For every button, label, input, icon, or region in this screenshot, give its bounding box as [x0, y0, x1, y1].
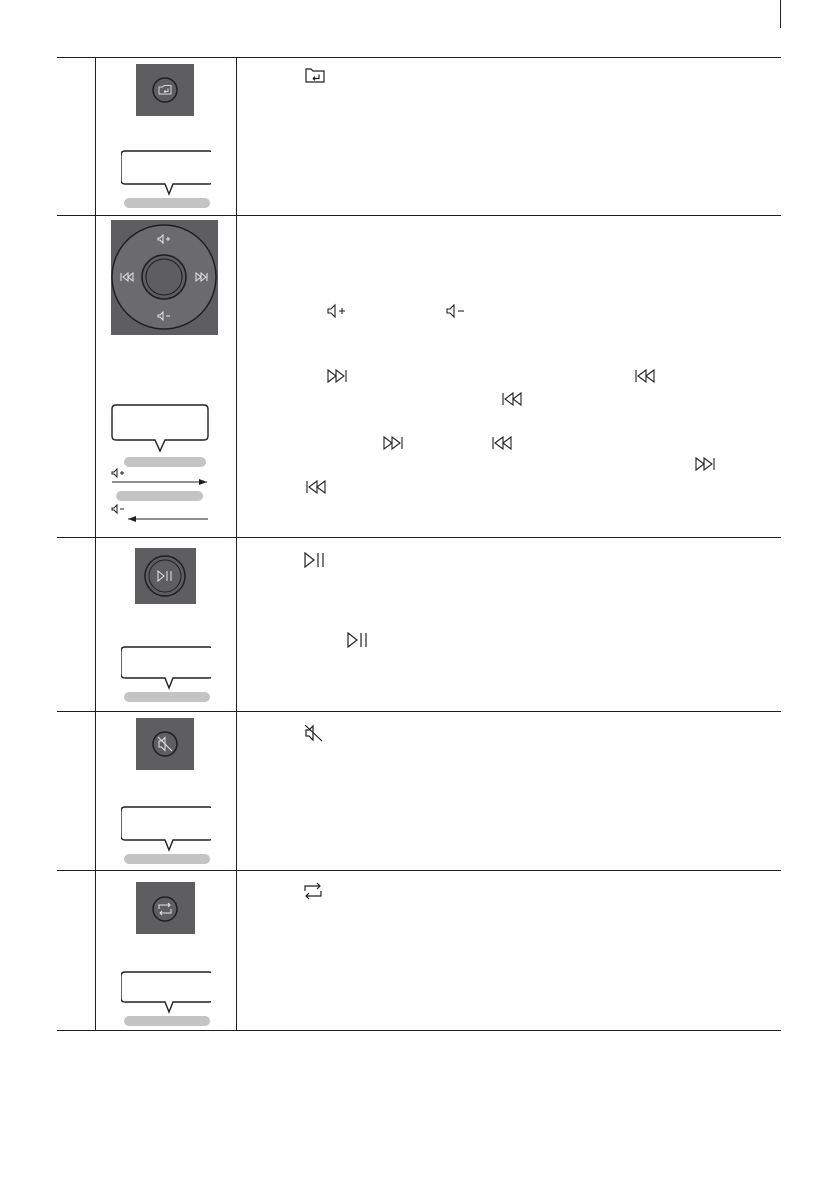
- skip-forward-icon: [383, 436, 405, 450]
- center-button[interactable]: [142, 255, 186, 299]
- skip-forward-icon: [695, 457, 717, 471]
- volume-up-icon: [327, 303, 347, 319]
- skip-back-icon: [491, 436, 513, 450]
- table-row: [57, 537, 781, 711]
- volume-up-icon: [112, 469, 124, 477]
- speech-bubble: [121, 972, 211, 1012]
- volume-down-icon: [446, 303, 466, 319]
- led-strip: [124, 198, 210, 208]
- skip-forward-icon: [327, 369, 349, 383]
- play-pause-icon: [347, 632, 369, 648]
- table-row: [57, 57, 781, 215]
- play-pause-icon: [304, 552, 326, 568]
- led-strip: [124, 457, 206, 467]
- table-row: [57, 711, 781, 870]
- folder-return-icon: [305, 67, 325, 83]
- table-row: [57, 870, 781, 1030]
- led-strip: [124, 692, 210, 702]
- volume-down-icon: [112, 505, 124, 513]
- button-illustration: [121, 876, 211, 1028]
- skip-back-icon: [305, 480, 327, 494]
- skip-back-icon: [634, 369, 656, 383]
- button-illustration: [121, 717, 211, 867]
- led-strip: [124, 1016, 210, 1026]
- speech-bubble: [112, 405, 208, 451]
- led-strip: [116, 491, 203, 501]
- button-illustration: [121, 543, 211, 707]
- table-bottom-rule: [57, 1030, 781, 1031]
- led-strip: [124, 854, 210, 864]
- skip-back-icon: [501, 392, 523, 406]
- volume-up-arrowhead: [199, 479, 207, 485]
- volume-down-arrowhead: [128, 516, 136, 522]
- button-panel: [136, 882, 195, 934]
- crop-mark: [780, 0, 781, 28]
- table-row: [57, 215, 781, 537]
- play-pause-button[interactable]: [145, 556, 185, 596]
- speech-bubble: [121, 151, 211, 194]
- repeat-icon: [303, 882, 323, 900]
- speech-bubble: [121, 647, 211, 688]
- speech-bubble: [121, 807, 211, 850]
- mute-icon: [304, 724, 324, 742]
- button-illustration: [111, 219, 221, 535]
- button-illustration: [121, 63, 211, 209]
